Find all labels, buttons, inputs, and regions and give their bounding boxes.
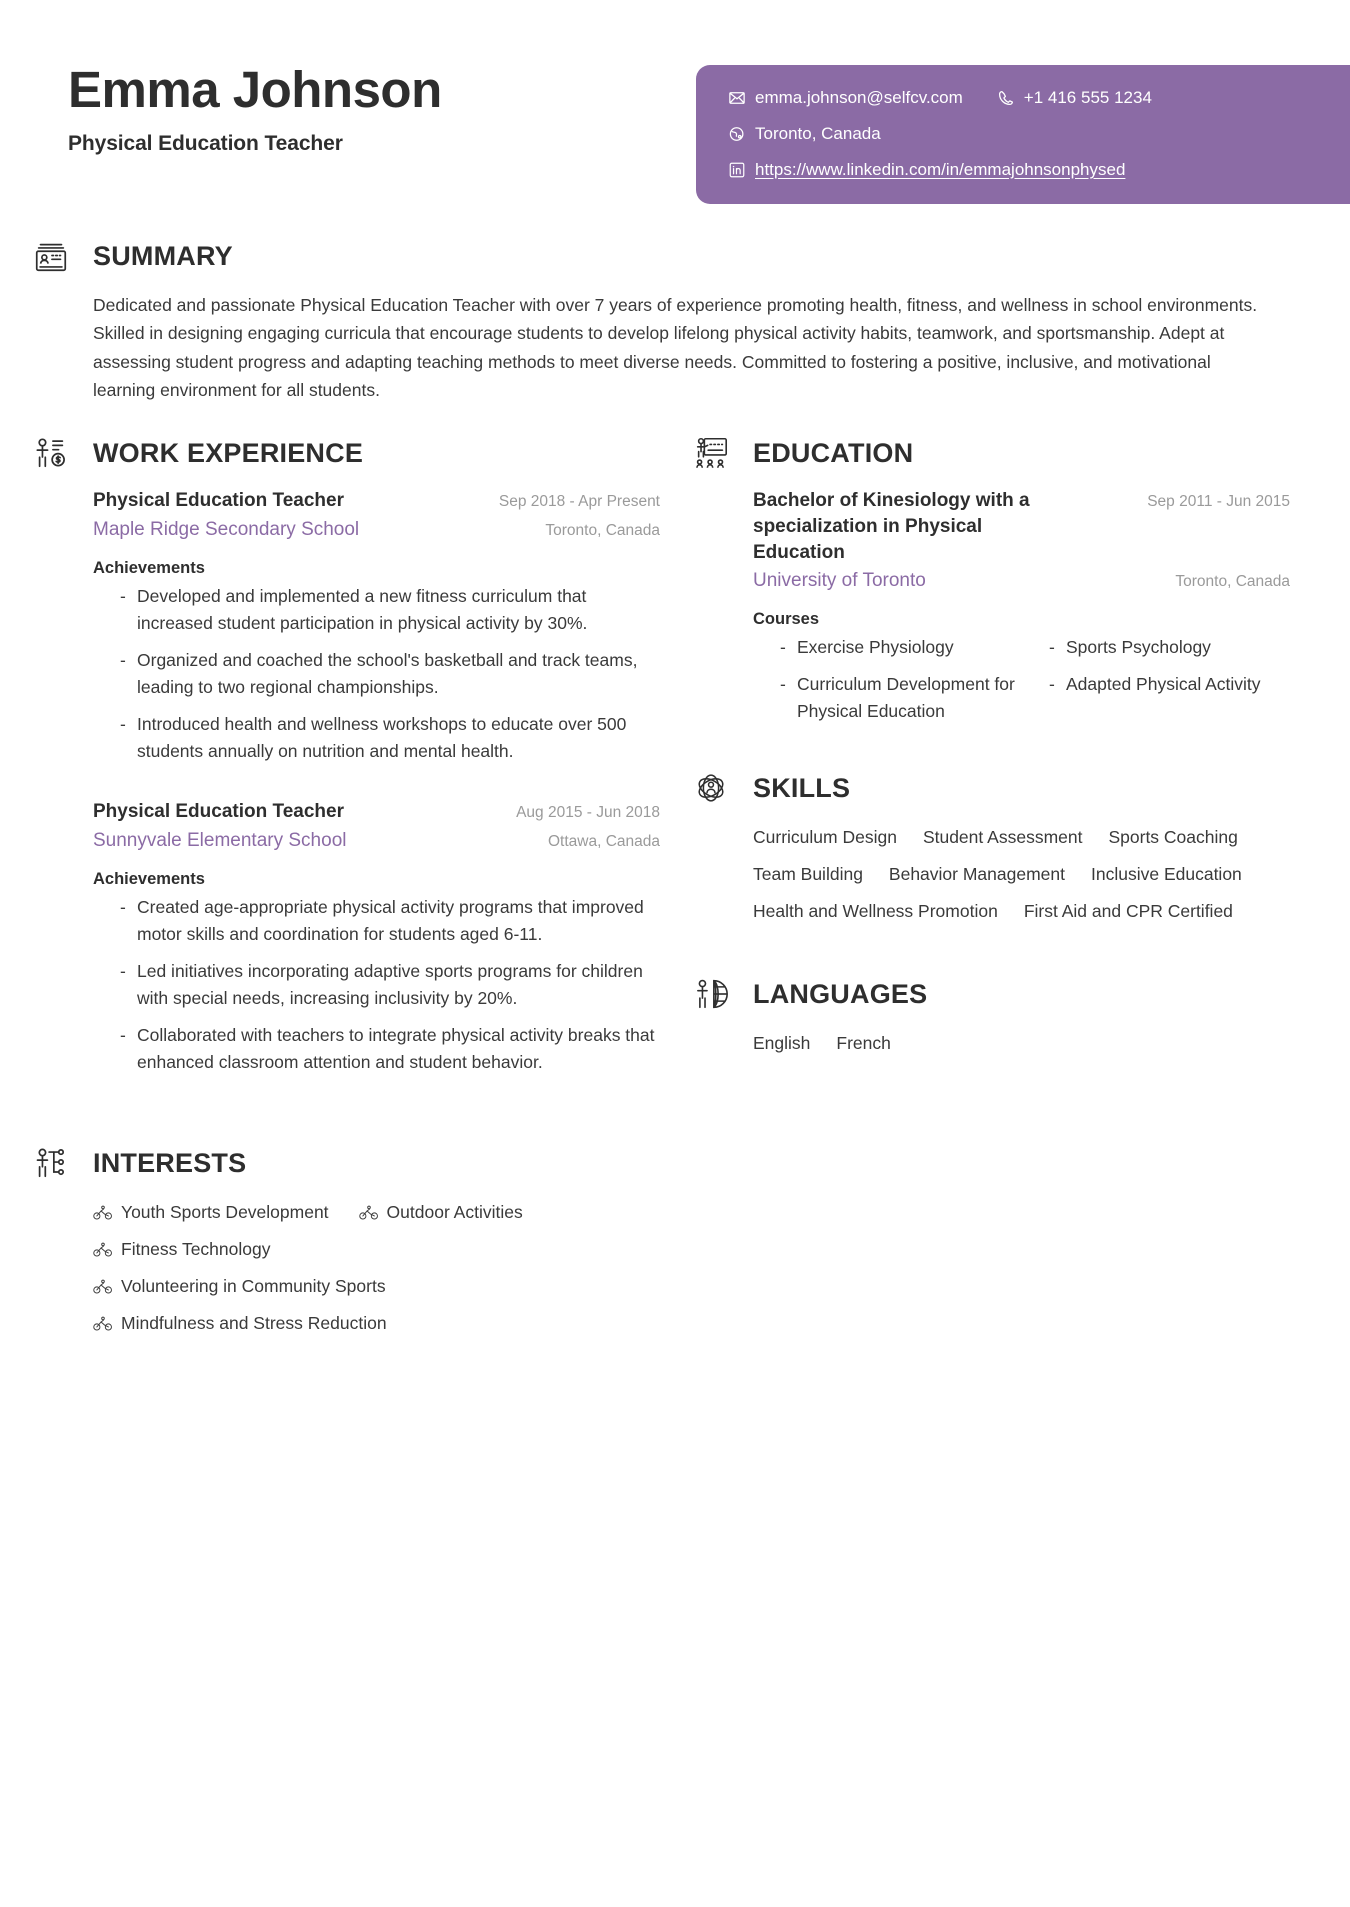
contact-location-text: Toronto, Canada — [755, 123, 881, 143]
contact-row-location — [728, 123, 1324, 146]
achievement-item: - Organized and coached the school's basketball and track teams, leading to two regional championships. — [120, 647, 660, 701]
achievement-item: - Created age-appropriate physical activity programs that improved motor skills and coordination for students aged 6-11. — [120, 894, 660, 948]
contact-email[interactable] — [728, 87, 963, 110]
interest-item — [359, 1198, 523, 1226]
work-entry-organization: Sunnyvale Elementary School — [93, 830, 347, 851]
skill-item: Curriculum Design — [753, 827, 897, 848]
skill-item: Inclusive Education — [1091, 864, 1242, 885]
language-item: French — [836, 1033, 891, 1054]
education-entry-sub — [753, 568, 1290, 595]
interest-label: Mindfulness and Stress Reduction — [121, 1313, 387, 1334]
skills-title: SKILLS — [753, 772, 851, 803]
contact-phone-text: +1 416 555 1234 — [1023, 88, 1152, 107]
linkedin-icon — [728, 161, 746, 179]
work-entry-organization: Maple Ridge Secondary School — [93, 519, 360, 541]
work-experience-body — [30, 488, 660, 1076]
work-entry — [93, 799, 660, 1076]
education-entry-organization: University of Toronto — [753, 570, 926, 592]
phone-icon — [997, 89, 1015, 107]
skill-item: Behavior Management — [888, 864, 1065, 885]
course-item: - Sports Psychology — [1049, 634, 1290, 661]
skills-body — [690, 823, 1290, 925]
education-entry-top — [753, 488, 1290, 565]
achievement-item: - Developed and implemented a new fitness curriculum that increased student participation in physical activity by 30%. — [120, 583, 660, 637]
work-entry-sub — [93, 517, 660, 544]
contact-email-text: emma.johnson@selfcv.com — [755, 88, 963, 107]
section-skills — [690, 767, 1290, 925]
education-title: EDUCATION — [753, 437, 914, 468]
section-education — [690, 432, 1290, 725]
contact-location — [728, 123, 881, 146]
section-summary — [30, 235, 1282, 404]
teacher-board-icon — [690, 432, 732, 474]
education-body — [690, 488, 1290, 725]
summary-wrapper — [0, 235, 1350, 404]
left-column — [30, 432, 660, 1347]
education-entry-location: Toronto, Canada — [1175, 573, 1290, 591]
id-card-icon — [30, 235, 72, 277]
course-item: - Exercise Physiology — [780, 634, 1021, 661]
skills-header — [690, 767, 1290, 809]
interest-item — [93, 1272, 653, 1300]
courses-label: Courses — [753, 609, 820, 628]
courses-list — [753, 634, 1290, 725]
person-salary-icon — [30, 432, 72, 474]
contact-phone[interactable] — [997, 87, 1152, 110]
contact-linkedin-text: https://www.linkedin.com/in/emmajohnsonphysed — [755, 159, 1126, 179]
work-entry-title: Physical Education Teacher — [93, 490, 344, 512]
job-title: Physical Education Teacher — [68, 132, 343, 156]
skill-item: First Aid and CPR Certified — [1023, 901, 1233, 922]
summary-header — [30, 235, 1282, 277]
interest-label: Youth Sports Development — [121, 1202, 329, 1223]
contact-box — [696, 65, 1350, 204]
bicycle-icon — [93, 1315, 113, 1332]
page-title: Emma Johnson — [68, 61, 442, 118]
interests-header — [30, 1142, 660, 1184]
skill-item: Health and Wellness Promotion — [753, 901, 998, 922]
work-entry-date: Aug 2015 - Jun 2018 — [516, 804, 660, 822]
bicycle-icon — [93, 1278, 113, 1295]
achievements-label: Achievements — [93, 869, 205, 888]
interest-item — [93, 1198, 329, 1226]
summary-title: SUMMARY — [93, 240, 233, 271]
course-item: - Adapted Physical Activity — [1049, 671, 1290, 725]
work-experience-title: WORK EXPERIENCE — [93, 437, 364, 468]
atom-person-icon — [690, 767, 732, 809]
summary-body — [30, 291, 1282, 404]
skill-item: Sports Coaching — [1108, 827, 1238, 848]
work-entry — [93, 488, 660, 765]
contact-row-linkedin — [728, 159, 1324, 182]
education-entry-title: Bachelor of Kinesiology with a specialization in Physical Education — [753, 490, 1030, 563]
achievements-list — [93, 583, 660, 766]
work-entry-top — [93, 799, 660, 825]
contact-row-primary — [728, 87, 1324, 110]
work-entry-title: Physical Education Teacher — [93, 801, 344, 823]
work-entry-top — [93, 488, 660, 514]
interest-label: Outdoor Activities — [386, 1202, 523, 1223]
work-entry-location: Ottawa, Canada — [547, 833, 660, 850]
education-entry-date: Sep 2011 - Jun 2015 — [1147, 493, 1290, 511]
language-item: English — [753, 1033, 811, 1054]
work-entry-sub — [93, 828, 660, 855]
course-item: - Curriculum Development for Physical Education — [780, 671, 1021, 725]
resume-header — [0, 0, 1350, 235]
interest-item — [93, 1235, 653, 1263]
identity-block — [68, 62, 442, 156]
bicycle-icon — [93, 1241, 113, 1258]
section-languages — [690, 973, 1290, 1057]
languages-header — [690, 973, 1290, 1015]
achievement-item: - Introduced health and wellness workshops to educate over 500 students annually on nutrition and mental health. — [120, 711, 660, 765]
skill-item: Student Assessment — [922, 827, 1083, 848]
interest-item — [93, 1309, 653, 1337]
bicycle-icon — [359, 1204, 379, 1221]
globe-pin-icon — [728, 125, 746, 143]
education-entry — [753, 488, 1290, 725]
languages-body — [690, 1029, 1290, 1057]
achievements-list — [93, 894, 660, 1077]
languages-list — [753, 1029, 1273, 1057]
person-network-icon — [30, 1142, 72, 1184]
interests-title: INTERESTS — [93, 1147, 247, 1178]
right-column — [690, 432, 1290, 1067]
interest-label: Volunteering in Community Sports — [121, 1276, 386, 1297]
education-header — [690, 432, 1290, 474]
interest-label: Fitness Technology — [121, 1239, 271, 1260]
interests-list — [93, 1198, 653, 1337]
interests-body — [30, 1198, 660, 1337]
bicycle-icon — [93, 1204, 113, 1221]
envelope-icon — [728, 89, 746, 107]
work-entry-date: Sep 2018 - Apr Present — [498, 493, 660, 511]
section-work-experience — [30, 432, 660, 1076]
summary-text: Dedicated and passionate Physical Education Teacher with over 7 years of experience promoting health, fitness, and wellness in school environments. Skilled in designing engaging curricula that encourage students to develop lifelong physical activity habits, teamwork, and sportsmanship. Adept at assessing student progress and adapting teaching methods to meet diverse needs. Committed to fostering a positive, inclusive, and motivational learning environment for all students. — [93, 295, 1258, 401]
contact-linkedin[interactable] — [728, 159, 1125, 182]
languages-title: LANGUAGES — [753, 978, 928, 1009]
achievement-item: - Led initiatives incorporating adaptive sports programs for children with special needs, increasing inclusivity by 20%. — [120, 958, 660, 1012]
achievements-label: Achievements — [93, 558, 205, 577]
skill-item: Team Building — [753, 864, 863, 885]
body-columns — [0, 432, 1350, 1862]
work-experience-header — [30, 432, 660, 474]
achievement-item: - Collaborated with teachers to integrate physical activity breaks that enhanced classroom attention and student behavior. — [120, 1022, 660, 1076]
section-interests — [30, 1142, 660, 1337]
work-entry-location: Toronto, Canada — [545, 522, 660, 540]
person-globe-icon — [690, 973, 732, 1015]
skills-list — [753, 823, 1273, 925]
